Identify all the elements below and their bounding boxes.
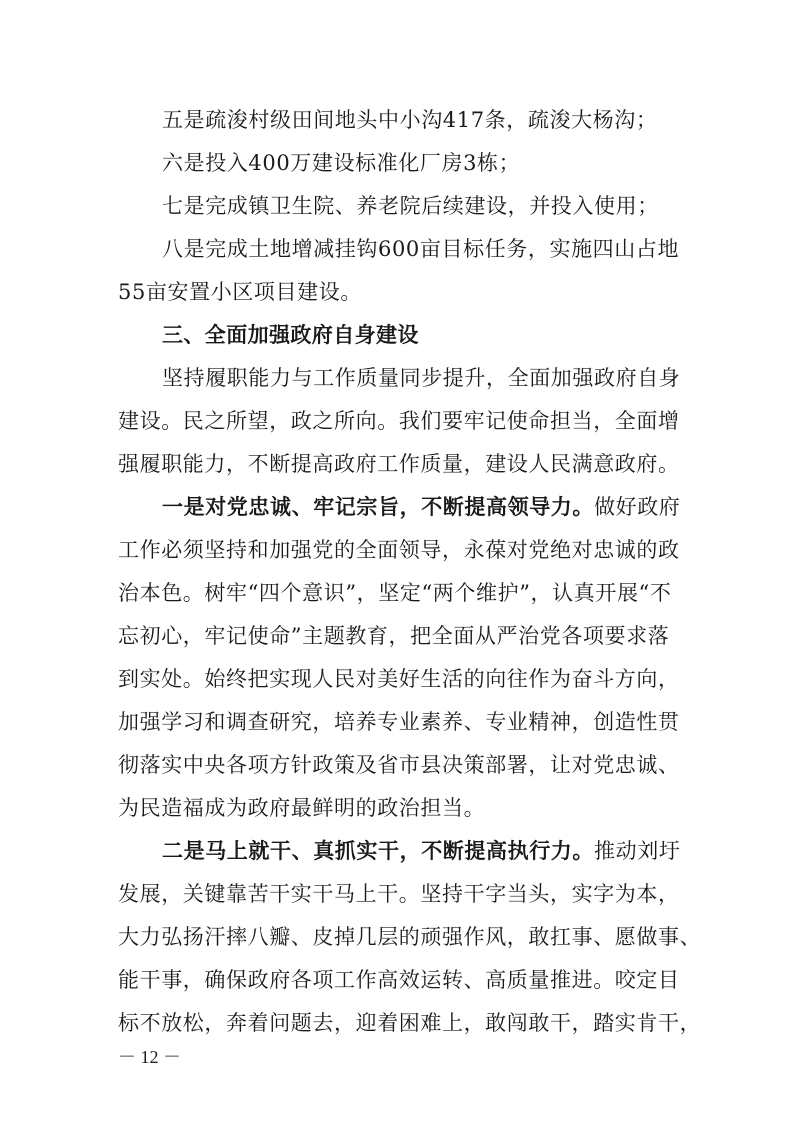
paragraph-text: 推动刘圩 — [594, 839, 681, 863]
paragraph-line: 55亩安置小区项目建设。 — [118, 280, 362, 304]
paragraph-line: 大力弘扬汗摔八瓣、皮掉几层的顽强作风，敢扛事、愿做事、 — [118, 925, 702, 949]
paragraph-line: 治本色。树牢“四个意识”，坚定“两个维护”，认真开展“不 — [118, 581, 672, 605]
paragraph-line: 五是疏浚村级田间地头中小沟417条，疏浚大杨沟； — [162, 108, 658, 132]
paragraph-line: 建设。民之所望，政之所向。我们要牢记使命担当，全面增 — [118, 409, 680, 433]
subheading-bold: 二是马上就干、真抓实干，不断提高执行力。 — [162, 838, 594, 863]
paragraph-line: 能干事，确保政府各项工作高效运转、高质量推进。咬定目 — [118, 968, 680, 992]
paragraph-line: 标不放松，奔着问题去，迎着困难上，敢闯敢干，踏实肯干， — [118, 1011, 702, 1035]
paragraph-line: 工作必须坚持和加强党的全面领导，永葆对党绝对忠诚的政 — [118, 538, 680, 562]
paragraph-line: 七是完成镇卫生院、养老院后续建设，并投入使用； — [162, 194, 659, 218]
paragraph-line: 六是投入400万建设标准化厂房3栋； — [162, 151, 521, 175]
paragraph-line — [162, 837, 722, 865]
paragraph-line: 发展，关键靠苦干实干马上干。坚持干字当头，实字为本， — [118, 882, 680, 906]
paragraph-line: 强履职能力，不断提高政府工作质量，建设人民满意政府。 — [118, 452, 680, 476]
page-number: － 12 － — [118, 1047, 181, 1067]
paragraph-line: 加强学习和调查研究，培养专业素养、专业精神，创造性贯 — [118, 710, 680, 734]
paragraph-line: 为民造福成为政府最鲜明的政治担当。 — [118, 796, 486, 820]
subheading-bold: 一是对党忠诚、牢记宗旨，不断提高领导力。 — [162, 494, 594, 519]
paragraph-line: 八是完成土地增减挂钩600亩目标任务，实施四山占地 — [162, 237, 680, 261]
paragraph-line: 忘初心，牢记使命”主题教育，把全面从严治党各项要求落 — [118, 624, 670, 648]
paragraph-text: 做好政府 — [594, 495, 681, 519]
paragraph-line — [162, 493, 722, 521]
paragraph-line: 到实处。始终把实现人民对美好生活的向往作为奋斗方向， — [118, 667, 680, 691]
paragraph-line: 坚持履职能力与工作质量同步提升，全面加强政府自身 — [162, 366, 681, 390]
section-heading: 三、全面加强政府自身建设 — [162, 323, 419, 347]
paragraph-line: 彻落实中央各项方针政策及省市县决策部署，让对党忠诚、 — [118, 753, 680, 777]
